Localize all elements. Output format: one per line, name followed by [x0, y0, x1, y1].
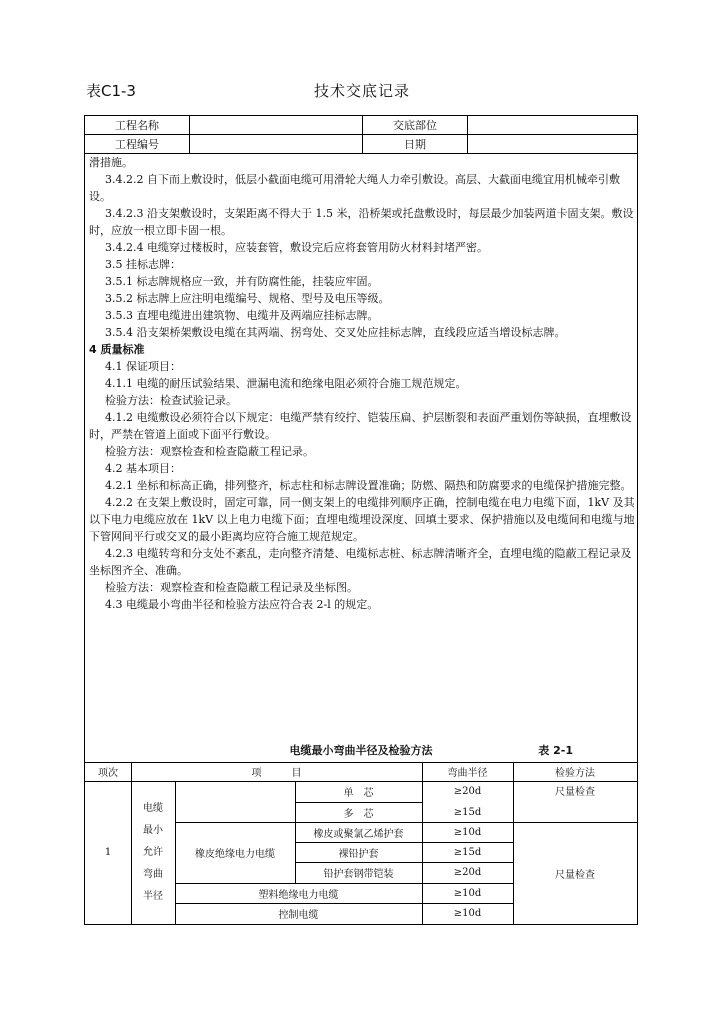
- paragraph: 滑措施。: [89, 156, 133, 169]
- project-name-field[interactable]: [190, 116, 363, 135]
- method-measure-top: 尺量检查: [555, 787, 595, 798]
- paragraph: 4.3 电缆最小弯曲半径和检验方法应符合表 2-l 的规定。: [105, 598, 379, 611]
- paragraph: 检验方法：观察检查和检查隐蔽工程记录。: [105, 445, 314, 458]
- table-title: 电缆最小弯曲半径及检验方法: [289, 744, 433, 757]
- project-no-field[interactable]: [190, 135, 363, 154]
- rubber-cable-label: 橡皮绝缘电力电缆: [195, 849, 275, 860]
- project-name-label: 工程名称: [85, 116, 190, 135]
- paragraph: 3.4.2.2 自下而上敷设时，低层小截面电缆可用滑轮大绳人力牵引敷设。高层、大截面电缆宜用机械牵引敷设。: [89, 173, 620, 203]
- radius-value: ≥20d: [453, 867, 482, 878]
- paragraph: 检验方法：观察检查和检查隐蔽工程记录及坐标图。: [105, 581, 358, 594]
- paragraph: 4.1 保证项目：: [105, 360, 181, 373]
- item-rubber-pvc-sheath: 橡皮或聚氯乙烯护套: [313, 828, 404, 840]
- paragraph: 4.2.1 坐标和标高正确，排列整齐，标志柱和标志牌设置准确；防燃、隔热和防腐要求的电缆保护措施完整。: [105, 479, 632, 492]
- radius-value: ≥10d: [453, 887, 482, 899]
- paragraph: 检验方法：检查试验记录。: [105, 394, 237, 407]
- paragraph: 4.2.3 电缆转弯和分支处不紊乱，走向整齐清楚、电缆标志桩、标志牌清晰齐全，直埋电缆的隐蔽工程记录及坐标图齐全、准确。: [89, 547, 632, 577]
- page-title: 技术交底记录: [313, 82, 410, 100]
- row-group-char: 允许: [143, 846, 163, 858]
- radius-value: ≥15d: [453, 806, 482, 818]
- paragraph: 4.1.1 电缆的耐压试验结果、泄漏电流和绝缘电阻必须符合施工规范规定。: [105, 377, 467, 390]
- info-table: [85, 116, 637, 154]
- paragraph: 3.4.2.3 沿支架敷设时，支架距离不得大于 1.5 米，沿桥架或托盘敷设时，每层最少加装两道卡固支架。敷设时，应放一根立即卡固一根。: [89, 207, 634, 237]
- row-group-char: 电缆: [143, 802, 163, 814]
- row-group-char: 最小: [143, 824, 163, 836]
- paragraph: 4.2 基本项目：: [105, 462, 181, 475]
- paragraph: 4.2.2 在支架上敷设时，固定可靠，同一侧支架上的电缆排列顺序正确，控制电缆在电力电缆下面，1kV 及其以下电力电缆应放在 1kV 以上电力电缆下面；直埋电缆埋设深度、回填土要求、保护措施以及电缆间和电缆与地下管网间平行或交叉的最小距离均应符合施工规范规定。: [89, 496, 635, 543]
- header-radius: 弯曲半径: [447, 768, 488, 779]
- handover-content: [89, 154, 635, 613]
- radius-value: ≥10d: [453, 908, 482, 919]
- handover-location-field[interactable]: [468, 116, 638, 135]
- paragraph: 4.1.2 电缆敷设必须符合以下规定：电缆严禁有绞拧、铠装压扁、护层断裂和表面严重划伤等缺损，直埋敷设时，严禁在管道上面或下面平行敷设。: [89, 411, 632, 441]
- header-method: 检验方法: [555, 768, 595, 779]
- item-control-cable: 控制电缆: [278, 910, 319, 921]
- table-number: 表 2-1: [538, 744, 573, 757]
- row-group-label: [131, 781, 175, 924]
- row-number: 1: [104, 847, 112, 858]
- paragraph: 3.4.2.4 电缆穿过楼板时，应装套管，敷设完后应将套管用防火材料封堵严密。: [105, 241, 488, 254]
- radius-value: ≥15d: [453, 846, 482, 858]
- section-heading: 4 质量标准: [89, 343, 145, 356]
- method-measure-merged: 尺量检查: [555, 869, 595, 881]
- bend-radius-table: [85, 762, 637, 924]
- item-plastic-cable: 塑料绝缘电力电缆: [258, 889, 339, 901]
- paragraph: 3.5.1 标志牌规格应一致，并有防腐性能，挂装应牢固。: [105, 275, 379, 288]
- date-label: 日期: [363, 135, 468, 154]
- header-item: 项 目: [251, 768, 302, 779]
- item-single-core: 单 芯: [343, 788, 374, 799]
- radius-value: ≥20d: [453, 786, 482, 797]
- paragraph: 3.5 挂标志牌：: [105, 258, 181, 271]
- form-code: 表C1-3: [86, 82, 136, 100]
- document-frame: [84, 115, 638, 925]
- header-no: 项次: [98, 768, 118, 779]
- item-lead-steel-armor: 铅护套钢带铠装: [323, 869, 394, 880]
- paragraph: 3.5.4 沿支架桥架敷设电缆在其两端、拐弯处、交叉处应挂标志牌，直线段应适当增设标志牌。: [105, 326, 566, 339]
- date-field[interactable]: [468, 135, 638, 154]
- row-group-char: 半径: [143, 890, 163, 902]
- handover-location-label: 交底部位: [363, 116, 468, 135]
- project-no-label: 工程编号: [85, 135, 190, 154]
- item-multi-core: 多 芯: [343, 808, 374, 820]
- paragraph: 3.5.3 直埋电缆进出建筑物、电缆井及两端应挂标志牌。: [105, 309, 379, 322]
- paragraph: 3.5.2 标志牌上应注明电缆编号、规格、型号及电压等级。: [105, 292, 390, 305]
- item-bare-lead-sheath: 裸铅护套: [338, 848, 379, 860]
- row-group-char: 弯曲: [143, 868, 163, 880]
- radius-value: ≥10d: [453, 826, 482, 838]
